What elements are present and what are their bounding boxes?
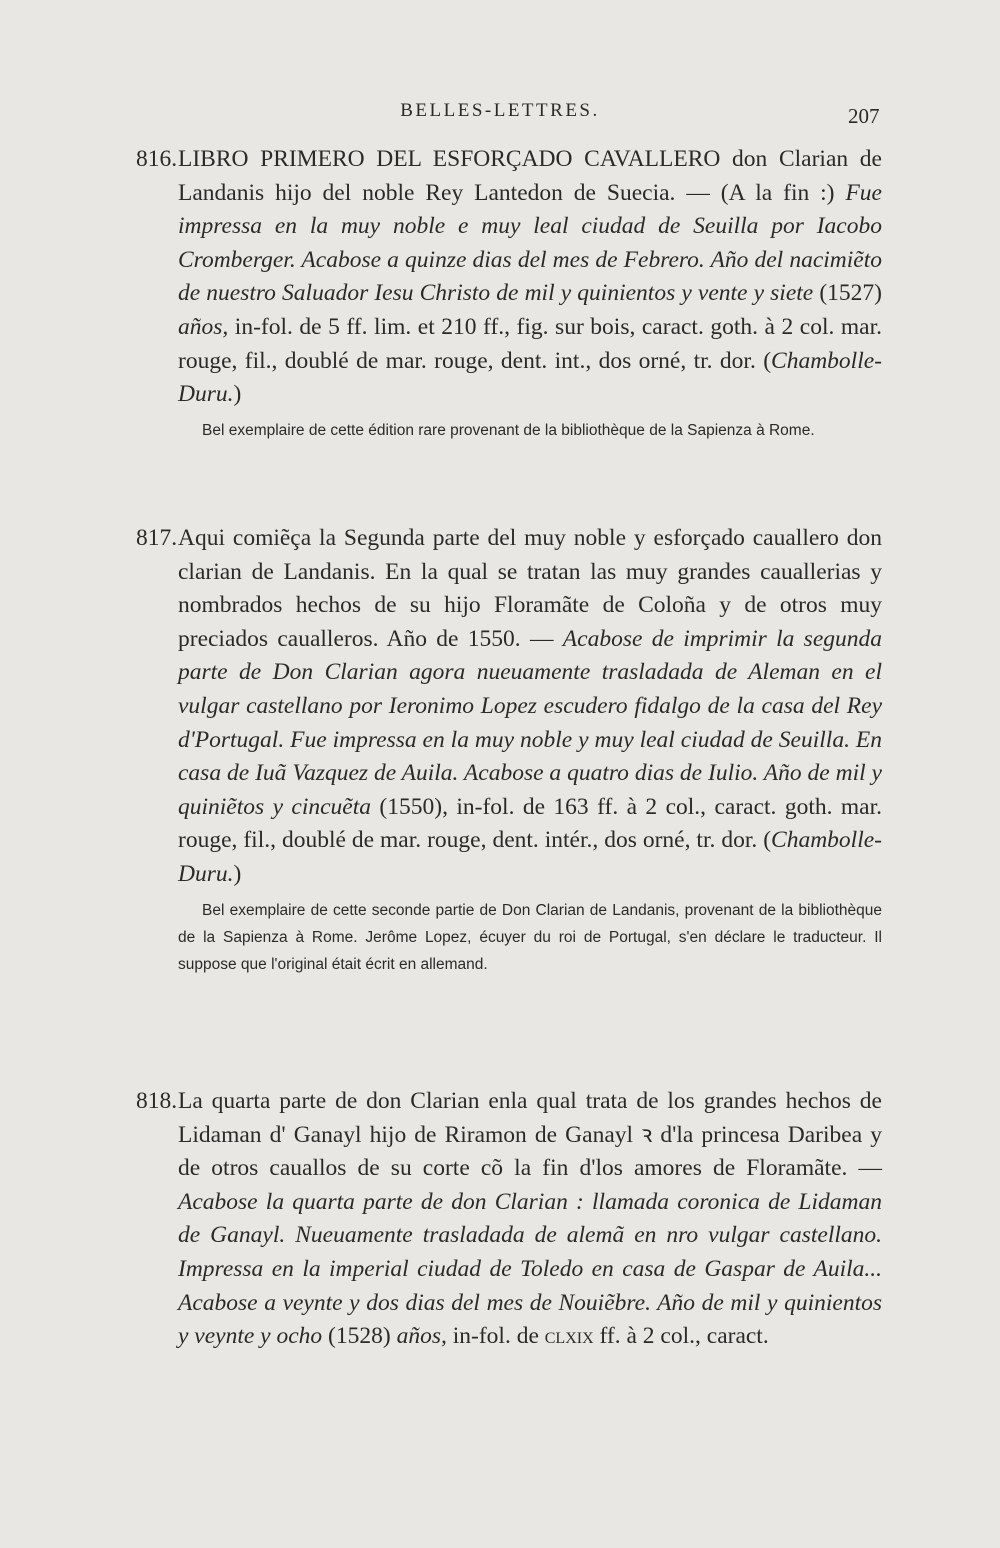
text-run: años, (178, 313, 229, 340)
text-run: (1550), in-fol. de 163 ff. à 2 col., caract. goth. mar. rouge, fil., doublé de mar. rouge, dent. intér., dos orné, tr. dor. ( (178, 793, 882, 854)
catalog-entry-817 (136, 522, 882, 978)
entry-note: Bel exemplaire de cette seconde partie de Don Clarian de Landanis, provenant de la bibliothèque de la Sapienza à Rome. Jerôme Lopez, écuyer du roi de Portugal, s'en déclare le traducteur. Il suppose que l'original était écrit en allemand. (178, 901, 882, 973)
entry-note: Bel exemplaire de cette édition rare provenant de la bibliothèque de la Sapienza à Rome. (202, 421, 815, 439)
text-run: La quarta parte de don Clarian enla qual trata de los grandes hechos de Lidaman d' Ganayl hijo de Riramon de Ganayl ꝛ d'la princesa Daribea y de otros cauallos de su corte cõ la fin d'los amores de Floramãte. — (178, 1088, 882, 1182)
entry-text (136, 1085, 882, 1354)
page-number: 207 (848, 104, 880, 128)
catalog-entry-816 (136, 143, 882, 444)
text-run: in-fol. de (446, 1323, 545, 1350)
running-title: BELLES-LETTRES. (400, 100, 600, 121)
text-run: Chambolle-Duru. (178, 347, 882, 408)
text-run: (1528) (322, 1323, 397, 1350)
text-run: ESFORÇADO CAVALLERO don Clarian de Landanis hijo del noble Rey Lantedon de Suecia. — (A la fin :) (178, 146, 882, 206)
text-run: ) (233, 860, 242, 887)
text-run: Chambolle-Duru. (178, 827, 882, 887)
entry-description (178, 1088, 882, 1349)
entry-text (136, 522, 882, 892)
text-run: Aqui comiẽça la Segunda parte del muy noble y esforçado cauallero don clarian de Landanis. En la qual se tratan las muy grandes cauallerias y nombrados hechos de su hijo Floramãte de Coloña y de otros muy preciados caualleros. Año de 1550. — (178, 525, 882, 652)
text-run: in-fol. de 5 ff. lim. et 210 ff., fig. sur bois, caract. goth. à 2 col. mar. rouge, fil., doublé de mar. rouge, dent. int., dos orné, tr. dor. ( (178, 313, 882, 374)
text-run: Fue impressa en la muy noble e muy leal ciudad de Seuilla por Iacobo Cromberger. Acabose a quinze dias del mes de Febrero. Año del nacimiẽto de nuestro Saluador Iesu Christo de mil y quinientos y vente y siete (178, 179, 882, 307)
entry-number: 817. (136, 525, 178, 551)
entry-number: 816. (136, 146, 178, 172)
text-run: ) (233, 381, 242, 408)
text-run: ff. à 2 col., caract. (593, 1323, 769, 1350)
catalog-entry-818 (136, 1085, 882, 1354)
text-run: Acabose de imprimir la segunda parte de Don Clarian agora nueuamente trasladada de Aleman en el vulgar castellano por Ieronimo Lopez escudero fidalgo de la casa del Rey d'Portugal. Fue impressa en la muy noble y muy leal ciudad de Seuilla. En casa de Iuã Vazquez de Auila. Acabose a quatro dias de Iulio. Año de mil y quiniẽtos y cincuẽta (178, 625, 882, 820)
entry-description (178, 146, 882, 407)
entry-number: 818. (136, 1088, 178, 1114)
text-run: LIBRO PRIMERO DEL (178, 146, 433, 172)
text-run: (1527) (813, 280, 882, 307)
entry-description (178, 525, 882, 887)
text-run: clxix (544, 1323, 594, 1350)
entry-text (136, 143, 882, 412)
text-run: Acabose la quarta parte de don Clarian : llamada coronica de Lidaman de Ganayl. Nueuamente trasladada de alemã en nro vulgar castellano. Impressa en la imperial ciudad de Toledo en casa de Gaspar de Auila... Acabose a veynte y dos dias del mes de Nouiẽbre. Año de mil y quinientos y veynte y ocho (178, 1188, 882, 1350)
text-run: años, (396, 1323, 447, 1350)
